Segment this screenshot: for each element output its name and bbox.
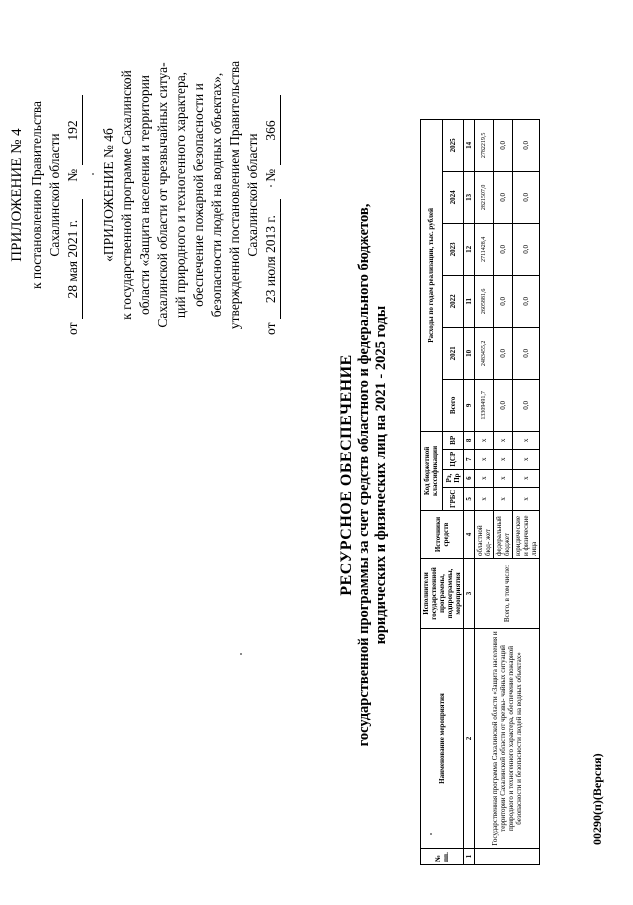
col-number: 13 <box>464 171 475 223</box>
year-2024-header: 2024 <box>442 171 464 223</box>
appendix-date-prefix: от <box>65 322 80 335</box>
original-line-4: ций природного и техногенного характера, <box>173 71 188 319</box>
csr-header: ЦСР <box>442 449 464 469</box>
vr-cell: x <box>475 431 494 449</box>
resource-heading <box>338 85 390 865</box>
year-2021-header: 2021 <box>442 327 464 379</box>
csr-cell: x <box>513 449 540 469</box>
program-name-cell: Государственная программа Сахалинской области «Защита населения и территории Сахалинской области от чрезвы- чайных ситуаций природного и техногенного характера, обеспечение пожарной безопасности и безопасности людей на водных объектах» <box>475 629 540 849</box>
grbs-cell: x <box>494 487 513 510</box>
vr-cell: x <box>513 431 540 449</box>
executor-cell: Всего, в том числе: <box>475 559 540 629</box>
appendix-block <box>6 45 83 345</box>
scan-speck <box>430 833 432 835</box>
column-number-row <box>464 119 475 864</box>
grbs-header: ГРБС <box>442 487 464 510</box>
col-number: 1 <box>464 849 475 865</box>
budget-code-header: Код бюджетной классификации <box>421 431 443 510</box>
total-header: Всего <box>442 379 464 431</box>
y2021-cell: 2483455,2 <box>475 327 494 379</box>
appendix-title: ПРИЛОЖЕНИЕ № 4 <box>9 128 25 262</box>
col-number: 11 <box>464 275 475 327</box>
y2025-cell: 2782219,5 <box>475 119 494 171</box>
y2022-cell: 0,0 <box>513 275 540 327</box>
source-cell: федеральный бюджет <box>494 511 513 559</box>
col-name-header: Наименование мероприятия <box>421 629 464 849</box>
col-number: 5 <box>464 487 475 510</box>
vr-cell: x <box>494 431 513 449</box>
col-number: 10 <box>464 327 475 379</box>
resource-table <box>420 119 540 865</box>
col-number: 2 <box>464 629 475 849</box>
original-appendix-title: «ПРИЛОЖЕНИЕ № 4б <box>101 128 116 262</box>
col-number: 7 <box>464 449 475 469</box>
year-2023-header: 2023 <box>442 223 464 275</box>
original-line-5: обеспечение пожарной безопасности и <box>191 83 206 307</box>
col-number: 6 <box>464 469 475 487</box>
col-number: 8 <box>464 431 475 449</box>
original-line-3: Сахалинской области от чрезвычайных ситуа- <box>155 62 170 328</box>
total-cell: 0,0 <box>494 379 513 431</box>
col-number: 12 <box>464 223 475 275</box>
grbs-cell: x <box>513 487 540 510</box>
col-number: 3 <box>464 559 475 629</box>
original-number: 366 <box>262 96 281 166</box>
col-executor-header: Исполнители государственной программы, подпрограммы, мероприятия <box>421 559 464 629</box>
appendix-date-row <box>64 45 83 345</box>
appendix-num-prefix: № <box>65 168 80 182</box>
y2023-cell: 0,0 <box>513 223 540 275</box>
appendix-line2: Сахалинской области <box>47 133 62 257</box>
scan-speck <box>270 185 272 187</box>
grbs-cell: x <box>475 487 494 510</box>
csr-cell: x <box>494 449 513 469</box>
y2023-cell: 2711428,4 <box>475 223 494 275</box>
original-line-2: области «Защита населения и территории <box>137 74 152 316</box>
source-cell: областной бюд- жет <box>475 511 494 559</box>
scan-speck <box>240 653 242 655</box>
table-row <box>475 119 494 864</box>
y2021-cell: 0,0 <box>513 327 540 379</box>
rzpr-cell: x <box>513 469 540 487</box>
y2025-cell: 0,0 <box>513 119 540 171</box>
original-line-8: Сахалинской области <box>245 133 260 257</box>
vr-header: ВР <box>442 431 464 449</box>
rzpr-header: Рз, Пр <box>442 469 464 487</box>
heading-line1: государственной программы за счет средств областного и федерального бюджетов, <box>356 203 372 747</box>
original-date: 23 июля 2013 г. <box>262 199 281 319</box>
version-code: 00290(п)(Версия) <box>590 753 604 845</box>
y2022-cell: 0,0 <box>494 275 513 327</box>
original-date-prefix: от <box>263 322 278 335</box>
y2025-cell: 0,0 <box>494 119 513 171</box>
col-number: 9 <box>464 379 475 431</box>
col-sources-header: Источники средств <box>421 511 464 559</box>
total-cell: 0,0 <box>513 379 540 431</box>
original-date-row <box>262 45 281 345</box>
appendix-line1: к постановлению Правительства <box>29 100 44 290</box>
y2021-cell: 0,0 <box>494 327 513 379</box>
source-cell: юридические и физические лица <box>513 511 540 559</box>
appendix-date: 28 мая 2021 г. <box>64 199 83 319</box>
appendix-number: 192 <box>64 96 83 166</box>
total-cell: 13309491,7 <box>475 379 494 431</box>
original-line-1: к государственной программе Сахалинской <box>119 70 134 320</box>
heading-title: РЕСУРСНОЕ ОБЕСПЕЧЕНИЕ <box>338 354 355 596</box>
original-line-7: утвержденной постановлением Правительства <box>227 60 242 330</box>
y2024-cell: 2821507,0 <box>475 171 494 223</box>
original-appendix-block <box>100 45 281 345</box>
heading-line2: юридических и физических лиц на 2021 - 2025 годы <box>373 305 389 645</box>
y2024-cell: 0,0 <box>513 171 540 223</box>
original-num-prefix: № <box>263 168 278 182</box>
year-2022-header: 2022 <box>442 275 464 327</box>
expenses-header: Расходы по годам реализации, тыс. рублей <box>421 119 443 431</box>
row-number-cell <box>475 849 540 865</box>
y2022-cell: 2605881,6 <box>475 275 494 327</box>
col-number: 14 <box>464 119 475 171</box>
csr-cell: x <box>475 449 494 469</box>
original-line-6: безопасности людей на водных объектах», <box>209 72 224 318</box>
y2023-cell: 0,0 <box>494 223 513 275</box>
year-2025-header: 2025 <box>442 119 464 171</box>
y2024-cell: 0,0 <box>494 171 513 223</box>
header-row-1 <box>421 119 443 864</box>
scan-speck <box>92 173 94 175</box>
rzpr-cell: x <box>475 469 494 487</box>
col-num-header: № пп. <box>421 849 464 865</box>
rzpr-cell: x <box>494 469 513 487</box>
col-number: 4 <box>464 511 475 559</box>
